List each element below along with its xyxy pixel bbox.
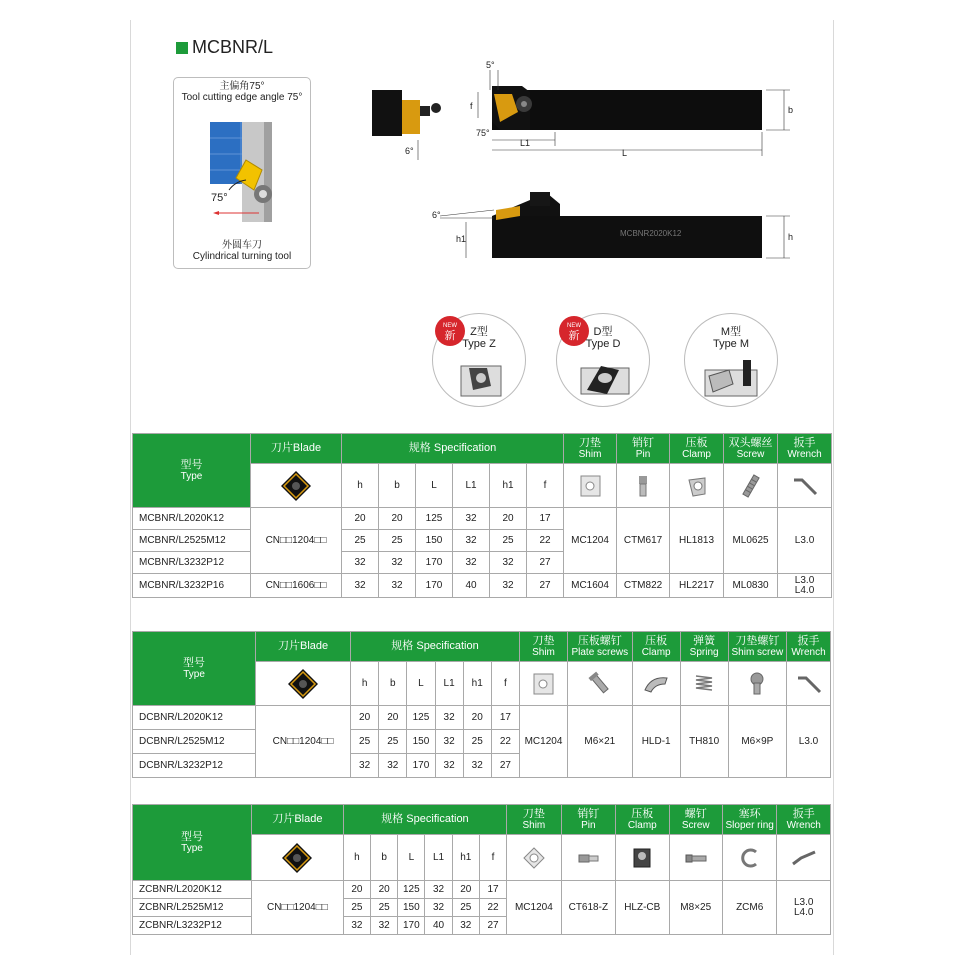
- part-header-shim: 刀垫 Shim: [520, 632, 568, 662]
- spec-value: 20: [452, 881, 479, 899]
- pin-icon: [617, 464, 670, 508]
- part-header-clamp: 压板 Clamp: [632, 632, 680, 662]
- part-clamp: HL1813: [670, 508, 724, 574]
- svg-text:新: 新: [444, 329, 456, 342]
- part-shim: MC1204: [564, 508, 617, 574]
- spec-value: 125: [416, 508, 453, 530]
- spec-value: 170: [416, 574, 453, 598]
- shim-icon: [507, 835, 561, 881]
- type-m-circle: [684, 313, 778, 407]
- spec-value: 17: [527, 508, 564, 530]
- dcbnr-spec-table: [132, 631, 831, 778]
- spec-value: 32: [463, 754, 491, 778]
- spec-value: 32: [379, 552, 416, 574]
- part-screw: ML0830: [724, 574, 778, 598]
- angle-title-en: Tool cutting edge angle 75°: [181, 92, 303, 103]
- type-d-circle: [556, 313, 650, 407]
- dim-h: h: [788, 232, 794, 242]
- spec-value: 32: [453, 552, 490, 574]
- table-row-type: ZCBNR/L3232P12: [133, 917, 252, 935]
- blade-insert-icon: [252, 835, 344, 881]
- spec-col-b: b: [371, 835, 398, 881]
- spec-value: 32: [379, 754, 407, 778]
- spec-value: 125: [398, 881, 425, 899]
- spec-value: 40: [425, 917, 452, 935]
- part-header-wrench: 扳手 Wrench: [778, 434, 832, 464]
- spec-col-h1: h1: [452, 835, 479, 881]
- clamp-icon: [632, 662, 680, 706]
- tool-holder-drawing: [0, 0, 960, 300]
- svg-text:NEW: NEW: [443, 323, 457, 329]
- spec-col-l1: L1: [435, 662, 463, 706]
- clamp-icon: [616, 835, 669, 881]
- spec-col-l1: L1: [425, 835, 452, 881]
- blade-code: CN□□1606□□: [251, 574, 342, 598]
- spec-col-l: L: [416, 464, 453, 508]
- part-header-clamp: 压板 Clamp: [670, 434, 724, 464]
- part-header-wrench: 扳手 Wrench: [787, 632, 831, 662]
- spec-col-b: b: [379, 662, 407, 706]
- part-spring: TH810: [680, 706, 728, 778]
- part-screw: ML0625: [724, 508, 778, 574]
- blade-code: CN□□1204□□: [252, 881, 344, 935]
- turning-tool-en: Cylindrical turning tool: [192, 251, 292, 262]
- type-d-illustration: [557, 314, 649, 406]
- dim-h1: h1: [456, 234, 467, 244]
- part-wrench: L3.0 L4.0: [778, 574, 832, 598]
- wrench-icon: [787, 662, 831, 706]
- wrench-icon: [778, 464, 832, 508]
- spec-value: 25: [371, 899, 398, 917]
- dim-l1: L1: [520, 138, 531, 148]
- blade-header: 刀片Blade: [256, 632, 351, 662]
- spec-col-l1: L1: [453, 464, 490, 508]
- spec-value: 25: [379, 730, 407, 754]
- part-wrench: L3.0: [778, 508, 832, 574]
- part-sloper-ring: ZCM6: [722, 881, 776, 935]
- table-row-type: DCBNR/L2020K12: [133, 706, 256, 730]
- spec-value: 32: [425, 881, 452, 899]
- type-z-illustration: [433, 314, 525, 406]
- front-view: [440, 192, 790, 258]
- dim-6deg-top: 6°: [405, 146, 414, 156]
- part-shim-screw: M6×9P: [728, 706, 786, 778]
- table-row-type: MCBNR/L3232P12: [133, 552, 251, 574]
- spec-value: 17: [491, 706, 519, 730]
- angle-title-cn: 主偏角75°: [219, 81, 265, 92]
- spec-value: 20: [351, 706, 379, 730]
- angle-value-label: 75°: [211, 192, 228, 204]
- part-pin: CTM617: [617, 508, 670, 574]
- spec-value: 20: [342, 508, 379, 530]
- spec-value: 32: [379, 574, 416, 598]
- spec-value: 25: [379, 530, 416, 552]
- spec-value: 20: [379, 508, 416, 530]
- spec-value: 170: [416, 552, 453, 574]
- spec-value: 20: [379, 706, 407, 730]
- zcbnr-spec-table: [132, 804, 831, 935]
- dim-75deg: 75°: [476, 128, 490, 138]
- spec-value: 32: [342, 552, 379, 574]
- spec-value: 20: [463, 706, 491, 730]
- part-wrench: L3.0 L4.0: [777, 881, 831, 935]
- spec-value: 150: [416, 530, 453, 552]
- type-z-circle: [432, 313, 526, 407]
- table-row-type: MCBNR/L2020K12: [133, 508, 251, 530]
- blade-insert-icon: [256, 662, 351, 706]
- spec-value: 32: [453, 508, 490, 530]
- clamp-icon: [670, 464, 724, 508]
- spec-value: 125: [407, 706, 435, 730]
- spec-value: 22: [479, 899, 506, 917]
- part-header-pin: 销钉 Pin: [561, 805, 615, 835]
- blade-header: 刀片Blade: [251, 434, 342, 464]
- part-shim: MC1604: [564, 574, 617, 598]
- spec-col-b: b: [379, 464, 416, 508]
- blade-code: CN□□1204□□: [251, 508, 342, 574]
- dim-b: b: [788, 105, 794, 115]
- part-wrench: L3.0: [787, 706, 831, 778]
- table-row-type: ZCBNR/L2525M12: [133, 899, 252, 917]
- spec-header: 规格 Specification: [343, 805, 506, 835]
- part-pin: CT618-Z: [561, 881, 615, 935]
- spec-value: 32: [435, 730, 463, 754]
- table-row-type: ZCBNR/L2020K12: [133, 881, 252, 899]
- part-header-wrench: 扳手 Wrench: [777, 805, 831, 835]
- spec-value: 20: [343, 881, 370, 899]
- spec-value: 32: [435, 706, 463, 730]
- dim-f: f: [470, 101, 473, 111]
- spec-value: 150: [407, 730, 435, 754]
- shim-icon: [520, 662, 568, 706]
- spec-value: 22: [491, 730, 519, 754]
- spec-col-h: h: [342, 464, 379, 508]
- part-clamp: HLD-1: [632, 706, 680, 778]
- plate-screw-icon: [567, 662, 632, 706]
- page-title: MCBNR/L: [176, 37, 273, 58]
- blade-insert-icon: [251, 464, 342, 508]
- part-screw: M8×25: [669, 881, 722, 935]
- spec-value: 25: [463, 730, 491, 754]
- type-header: 型号 Type: [133, 805, 252, 881]
- pin-icon: [561, 835, 615, 881]
- part-header-pin: 销钉 Pin: [617, 434, 670, 464]
- spec-value: 27: [527, 574, 564, 598]
- part-plate-screw: M6×21: [567, 706, 632, 778]
- table-row-type: DCBNR/L3232P12: [133, 754, 256, 778]
- spec-col-h1: h1: [490, 464, 527, 508]
- svg-text:新: 新: [568, 329, 580, 342]
- table-row-type: DCBNR/L2525M12: [133, 730, 256, 754]
- part-clamp: HL2217: [670, 574, 724, 598]
- spec-value: 32: [371, 917, 398, 935]
- part-header-shim-screw: 刀垫螺钉 Shim screw: [728, 632, 786, 662]
- spec-value: 20: [371, 881, 398, 899]
- part-header-shim: 刀垫 Shim: [564, 434, 617, 464]
- spec-col-f: f: [527, 464, 564, 508]
- type-m-illustration: [685, 314, 777, 406]
- spec-value: 17: [479, 881, 506, 899]
- spec-col-h1: h1: [463, 662, 491, 706]
- type-header: 型号 Type: [133, 632, 256, 706]
- spec-value: 32: [342, 574, 379, 598]
- blade-header: 刀片Blade: [252, 805, 344, 835]
- spec-value: 32: [490, 552, 527, 574]
- part-header-screw: 螺钉 Screw: [669, 805, 722, 835]
- sloper-ring-icon: [722, 835, 776, 881]
- spec-col-l: L: [398, 835, 425, 881]
- type-m-en: Type M: [712, 338, 750, 350]
- spec-col-f: f: [491, 662, 519, 706]
- spec-value: 32: [425, 899, 452, 917]
- spec-value: 170: [407, 754, 435, 778]
- holder-engraving: MCBNR2020K12: [620, 229, 682, 238]
- part-header-shim: 刀垫 Shim: [507, 805, 561, 835]
- spec-header: 规格 Specification: [342, 434, 564, 464]
- spec-value: 150: [398, 899, 425, 917]
- spec-col-h: h: [351, 662, 379, 706]
- spec-value: 25: [490, 530, 527, 552]
- type-header: 型号 Type: [133, 434, 251, 508]
- type-d-cn: D型: [593, 326, 613, 338]
- type-m-cn: M型: [720, 326, 742, 338]
- shim-icon: [564, 464, 617, 508]
- spec-col-l: L: [407, 662, 435, 706]
- blade-code: CN□□1204□□: [256, 706, 351, 778]
- part-pin: CTM822: [617, 574, 670, 598]
- spec-value: 22: [527, 530, 564, 552]
- spec-value: 170: [398, 917, 425, 935]
- part-clamp: HLZ-CB: [616, 881, 669, 935]
- table-row-type: MCBNR/L3232P16: [133, 574, 251, 598]
- spec-value: 25: [342, 530, 379, 552]
- type-z-cn: Z型: [470, 326, 488, 338]
- type-z-en: Type Z: [462, 338, 496, 350]
- part-shim: MC1204: [507, 881, 561, 935]
- spec-value: 32: [490, 574, 527, 598]
- part-header-plate-screws: 压板螺钉 Plate screws: [567, 632, 632, 662]
- table-row-type: MCBNR/L2525M12: [133, 530, 251, 552]
- spec-value: 27: [479, 917, 506, 935]
- spec-value: 40: [453, 574, 490, 598]
- spec-header: 规格 Specification: [351, 632, 520, 662]
- shim-screw-icon: [728, 662, 786, 706]
- spec-value: 32: [435, 754, 463, 778]
- svg-text:NEW: NEW: [567, 323, 581, 329]
- part-shim: MC1204: [520, 706, 568, 778]
- part-header-spring: 弹簧 Spring: [680, 632, 728, 662]
- spec-value: 32: [452, 917, 479, 935]
- part-header-sloper-ring: 塞环 Sloper ring: [722, 805, 776, 835]
- mcbnr-spec-table: [132, 433, 832, 598]
- spec-value: 32: [343, 917, 370, 935]
- spec-value: 25: [343, 899, 370, 917]
- spec-value: 32: [453, 530, 490, 552]
- part-header-clamp: 压板 Clamp: [616, 805, 669, 835]
- part-header-screw: 双头螺丝 Screw: [724, 434, 778, 464]
- spec-col-h: h: [343, 835, 370, 881]
- spring-icon: [680, 662, 728, 706]
- spec-value: 27: [491, 754, 519, 778]
- spec-value: 25: [351, 730, 379, 754]
- double-screw-icon: [724, 464, 778, 508]
- dim-6deg-front: 6°: [432, 210, 441, 220]
- screw-icon: [669, 835, 722, 881]
- wrench-icon: [777, 835, 831, 881]
- dim-5deg: 5°: [486, 60, 495, 70]
- spec-value: 27: [527, 552, 564, 574]
- spec-value: 32: [351, 754, 379, 778]
- dim-l: L: [622, 148, 628, 158]
- type-d-en: Type D: [585, 338, 621, 350]
- spec-col-f: f: [479, 835, 506, 881]
- spec-value: 20: [490, 508, 527, 530]
- spec-value: 25: [452, 899, 479, 917]
- turning-tool-cn: 外圆车刀: [222, 240, 262, 251]
